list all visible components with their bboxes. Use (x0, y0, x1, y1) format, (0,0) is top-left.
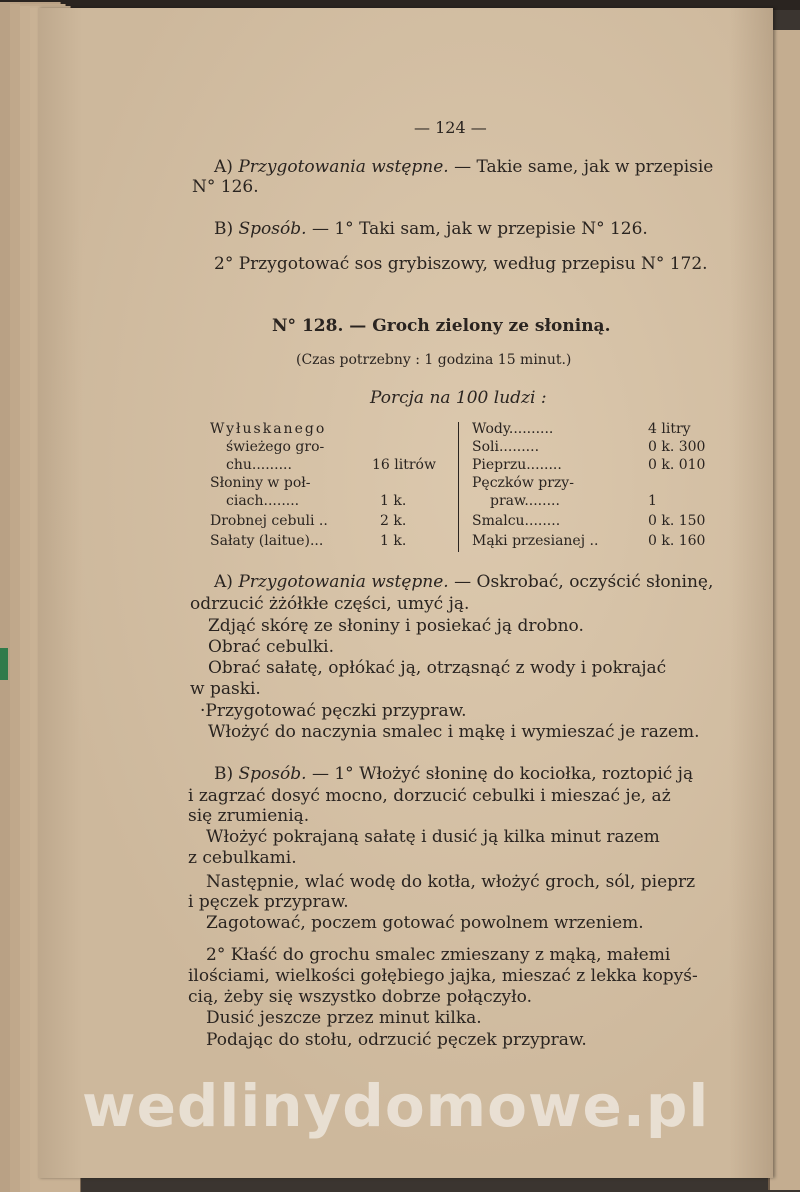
ingredient-name: Smalcu........ (472, 513, 561, 529)
ingredient-qty: 0 k. 160 (648, 533, 706, 549)
ingredient-name: ciach........ (226, 493, 300, 509)
ingredient-qty: 1 k. (380, 533, 407, 549)
method-line: Włożyć pokrajaną sałatę i dusić ją kilka minut razem (206, 827, 660, 847)
method-line: i zagrzać dosyć mocno, dorzucić cebulki i mieszać je, aż (188, 786, 671, 806)
prep-line: — Oskrobać, oczyścić słoninę, (454, 572, 714, 592)
recipe-heading (272, 316, 611, 336)
method-first-line (214, 764, 693, 784)
ingredient-name: Sałaty (laitue)... (210, 533, 324, 549)
ingredient-qty: 1 (648, 493, 657, 509)
prep-first-line (214, 572, 713, 592)
prep-line: ·Przygotować pęczki przypraw. (200, 701, 467, 721)
prep-line: w paski. (190, 679, 261, 699)
ingredient-qty: 0 k. 010 (648, 457, 706, 473)
method-title: Sposób. (238, 764, 307, 784)
ingredient-name: Drobnej cebuli .. (210, 513, 328, 529)
intro-b-line (214, 219, 648, 239)
ingredient-qty: 0 k. 150 (648, 513, 706, 529)
intro-a-label: A) (214, 157, 233, 177)
prep-label: A) (214, 572, 233, 592)
prep-line: Włożyć do naczynia smalec i mąkę i wymieszać je razem. (208, 722, 700, 742)
method-line: — 1° Włożyć słoninę do kociołka, roztopić ją (311, 764, 694, 784)
page-number: — 124 — (414, 118, 487, 137)
table-divider (458, 422, 459, 552)
intro-b-text: — 1° Taki sam, jak w przepisie N° 126. (311, 219, 648, 239)
method-line: Następnie, wlać wodę do kotła, włożyć groch, sól, pieprz (206, 872, 696, 892)
intro-b-title: Sposób. (238, 219, 307, 239)
method-label: B) (214, 764, 234, 784)
prep-line: Obrać sałatę, opłókać ją, otrząsnąć z wody i pokrajać (208, 658, 667, 678)
prep-line: odrzucić żżółkłe części, umyć ją. (190, 594, 470, 614)
ingredient-qty: 1 k. (380, 493, 407, 509)
prep-line: Zdjąć skórę ze słoniny i posiekać ją drobno. (208, 616, 584, 636)
prep-line: Obrać cebulki. (208, 637, 334, 657)
bookmark-tab (0, 648, 8, 680)
intro-a-text: — Takie same, jak w przepisie (454, 157, 714, 177)
ingredient-name: Mąki przesianej .. (472, 533, 599, 549)
intro-a-text-2: N° 126. (192, 177, 259, 197)
watermark: wedlinydomowe.pl (82, 1072, 710, 1140)
ingredient-name: Wody.......... (472, 421, 554, 437)
ingredient-name: Pieprzu........ (472, 457, 562, 473)
ingredients-table (208, 420, 728, 554)
ingredient-qty: 4 litry (648, 421, 691, 437)
ingredient-name: Słoniny w poł- (210, 475, 311, 491)
recipe-time: (Czas potrzebny : 1 godzina 15 minut.) (296, 352, 572, 368)
recipe-number: N° 128. (272, 316, 344, 336)
method-line: Dusić jeszcze przez minut kilka. (206, 1008, 482, 1028)
intro-a-line (214, 157, 713, 177)
ingredient-name: świeżego gro- (226, 439, 325, 455)
recipe-portion: Porcja na 100 ludzi : (370, 388, 547, 408)
method-line: się zrumienią. (188, 806, 310, 826)
ingredient-qty: 16 litrów (372, 457, 436, 473)
method-line: Podając do stołu, odrzucić pęczek przypraw. (206, 1030, 587, 1050)
ingredient-qty: 2 k. (380, 513, 407, 529)
ingredient-qty: 0 k. 300 (648, 439, 706, 455)
method-line: z cebulkami. (188, 848, 297, 868)
method-line: cią, żeby się wszystko dobrze połączyło. (188, 987, 533, 1007)
ingredient-name: Soli......... (472, 439, 540, 455)
recipe-title: — Groch zielony ze słoniną. (349, 316, 611, 336)
ingredient-name: praw........ (490, 493, 560, 509)
prep-title: Przygotowania wstępne. (238, 572, 449, 592)
method-line: Zagotować, poczem gotować powolnem wrzeniem. (206, 913, 644, 933)
intro-b-label: B) (214, 219, 234, 239)
method-line: ilościami, wielkości gołębiego jajka, mieszać z lekka kopyś- (188, 966, 698, 986)
ingredient-name: chu......... (226, 457, 292, 473)
intro-a-title: Przygotowania wstępne. (238, 157, 449, 177)
ingredient-name: Pęczków przy- (472, 475, 574, 491)
method-line: 2° Kłaść do grochu smalec zmieszany z mąką, małemi (206, 945, 671, 965)
method-line: i pęczek przypraw. (188, 892, 349, 912)
ingredient-name: Wyłuskanego (210, 421, 327, 437)
intro-b2-text: 2° Przygotować sos grybiszowy, według przepisu N° 172. (214, 254, 708, 274)
